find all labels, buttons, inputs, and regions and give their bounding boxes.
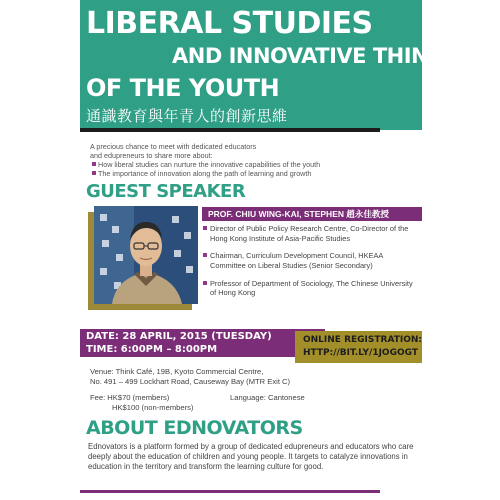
title-banner: [80, 0, 486, 130]
venue-line-1: Venue: Think Café, 19B, Kyoto Commercial Centre,: [90, 367, 264, 376]
speaker-role: Director of Public Policy Research Centre, Co-Director of the Hong Kong Institute of Asia-Pacific Studies: [202, 224, 420, 243]
intro-bullet: How liberal studies can nurture the innovative capabilities of the youth: [90, 160, 415, 169]
intro-line-1: A precious chance to meet with dedicated educators: [90, 142, 257, 151]
intro-text: [90, 142, 415, 178]
about-heading: ABOUT EDNOVATORS: [86, 417, 303, 439]
fee-info: [90, 393, 193, 414]
speaker-photo: [94, 206, 198, 304]
speaker-roles: [202, 224, 420, 306]
language-info: Language: Cantonese: [230, 393, 305, 402]
event-poster: [80, 0, 486, 500]
speaker-portrait-image: [94, 206, 198, 304]
intro-bullet: The importance of innovation along the path of learning and growth: [90, 169, 415, 178]
speaker-name-bar: PROF. CHIU WING-KAI, STEPHEN 趙永佳教授: [202, 207, 422, 221]
header-divider: [80, 128, 380, 132]
fee-members: Fee: HK$70 (members): [90, 393, 170, 402]
title-line-2: AND INNOVATIVE THINKING: [172, 44, 486, 68]
venue-info: [90, 367, 415, 388]
speaker-role: Professor of Department of Sociology, The Chinese University of Hong Kong: [202, 279, 420, 298]
venue-line-2: No. 491 – 499 Lockhart Road, Causeway Bay (MTR Exit C): [90, 377, 291, 387]
registration-box: [295, 331, 422, 363]
speaker-role: Chairman, Curriculum Development Council, HKEAA Committee on Liberal Studies (Senior Secondary): [202, 251, 420, 270]
event-date: DATE: 28 APRIL, 2015 (TUESDAY): [86, 331, 272, 342]
fee-non-members: HK$100 (non-members): [112, 403, 194, 413]
about-text: Ednovators is a platform formed by a group of dedicated edupreneurs and educators who care deeply about the education of children and young people. It targets to catalyze innovations in education in the territory and transform the learning culture for good.: [88, 442, 414, 472]
guest-speaker-heading: GUEST SPEAKER: [86, 181, 246, 202]
date-time-bar: [80, 329, 325, 357]
intro-line-2: and edupreneurs to share more about:: [90, 151, 213, 160]
chinese-title: 通識教育與年青人的創新思維: [86, 107, 288, 125]
registration-label: ONLINE REGISTRATION:: [303, 335, 422, 345]
registration-link[interactable]: HTTP://BIT.LY/1JOGOGT: [303, 348, 418, 358]
title-line-3: OF THE YOUTH: [86, 74, 280, 102]
event-time: TIME: 6:00PM – 8:00PM: [86, 344, 218, 355]
bottom-divider: [80, 490, 380, 493]
title-line-1: LIBERAL STUDIES: [86, 6, 373, 41]
